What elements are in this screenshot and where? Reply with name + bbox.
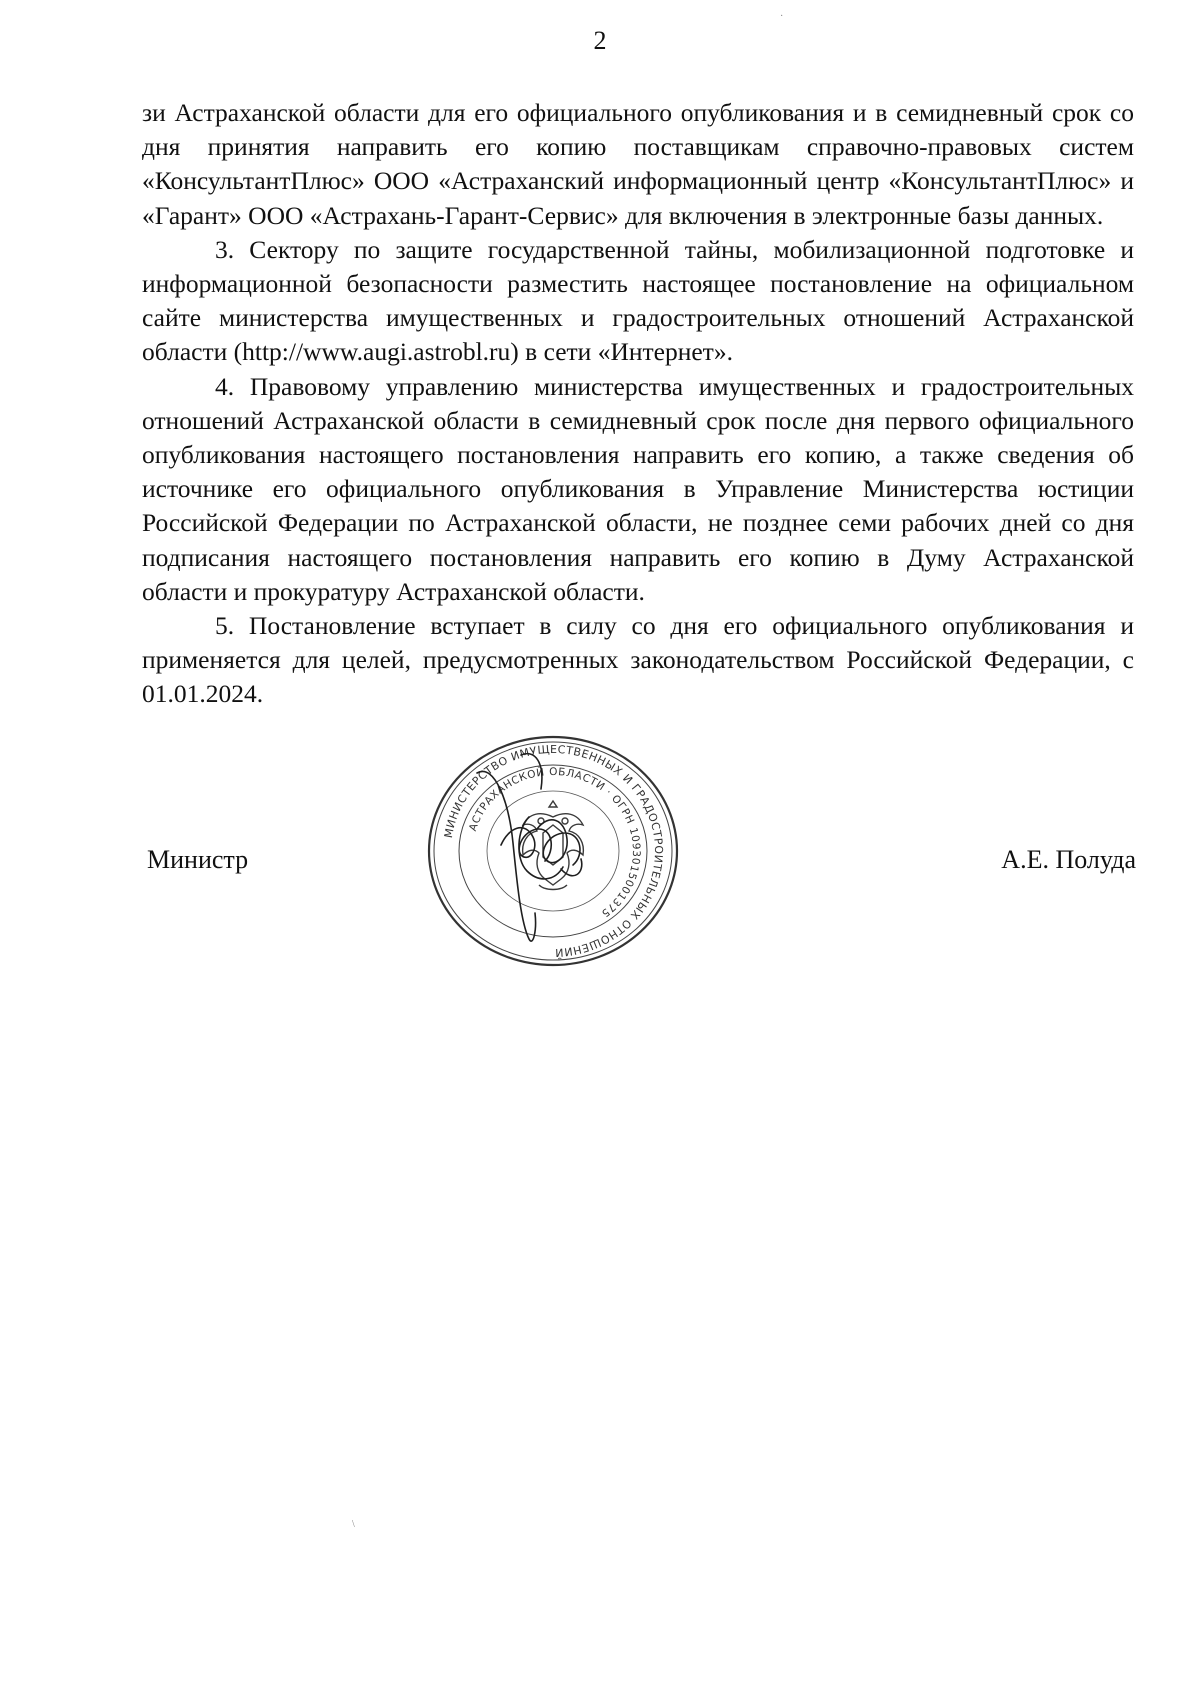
seal-outer-text: МИНИСТЕРСТВО ИМУЩЕСТВЕННЫХ И ГРАДОСТРОИТЕЛЬНЫХ ОТНОШЕНИЙ <box>441 742 666 960</box>
page-number: 2 <box>593 26 607 55</box>
paragraph-4: 4. Правовому управлению министерства имущественных и градостроительных отношений Астраханской области в семидневный срок после дня первого официального опубликования настоящего постановления направить его копию, а также сведения об источнике его официального опубликования в Управление Министерства юстиции Российской Федерации по Астраханской области, не позднее семи рабочих дней со дня подписания настоящего постановления направить его копию в Думу Астраханской области и прокуратуру Астраханской области. <box>142 371 1134 606</box>
paragraph-continuation: зи Астраханской области для его официального опубликования и в семидневный срок со дня принятия направить его копию поставщикам справочно-правовых систем «КонсультантПлюс» ООО «Астраханский информационный центр «КонсультантПлюс» и «Гарант» ООО «Астрахань-Гарант-Сервис» для включения в электронные базы данных. <box>142 98 1134 230</box>
signatory-name: А.Е. Полуда <box>1001 845 1136 874</box>
signature-block <box>142 842 1136 882</box>
paragraph-5: 5. Постановление вступает в силу со дня его официального опубликования и применяется для целей, предусмотренных законодательством Российской Федерации, с 01.01.2024. <box>142 611 1134 709</box>
signatory-position: Министр <box>147 845 249 874</box>
scan-speck: \ <box>352 1519 355 1530</box>
seal-inner-text: АСТРАХАНСКОЙ ОБЛАСТИ · ОГРН 1093015001375 <box>466 765 643 920</box>
scan-speck: · <box>780 11 784 22</box>
paragraph-3: 3. Сектору по защите государственной тайны, мобилизационной подготовке и информационной безопасности разместить настоящее постановление на официальном сайте министерства имущественных и градостроительных отношений Астраханской области (http://www.augi.astrobl.ru) в сети «Интернет». <box>142 234 1134 367</box>
document-body <box>142 96 1134 712</box>
